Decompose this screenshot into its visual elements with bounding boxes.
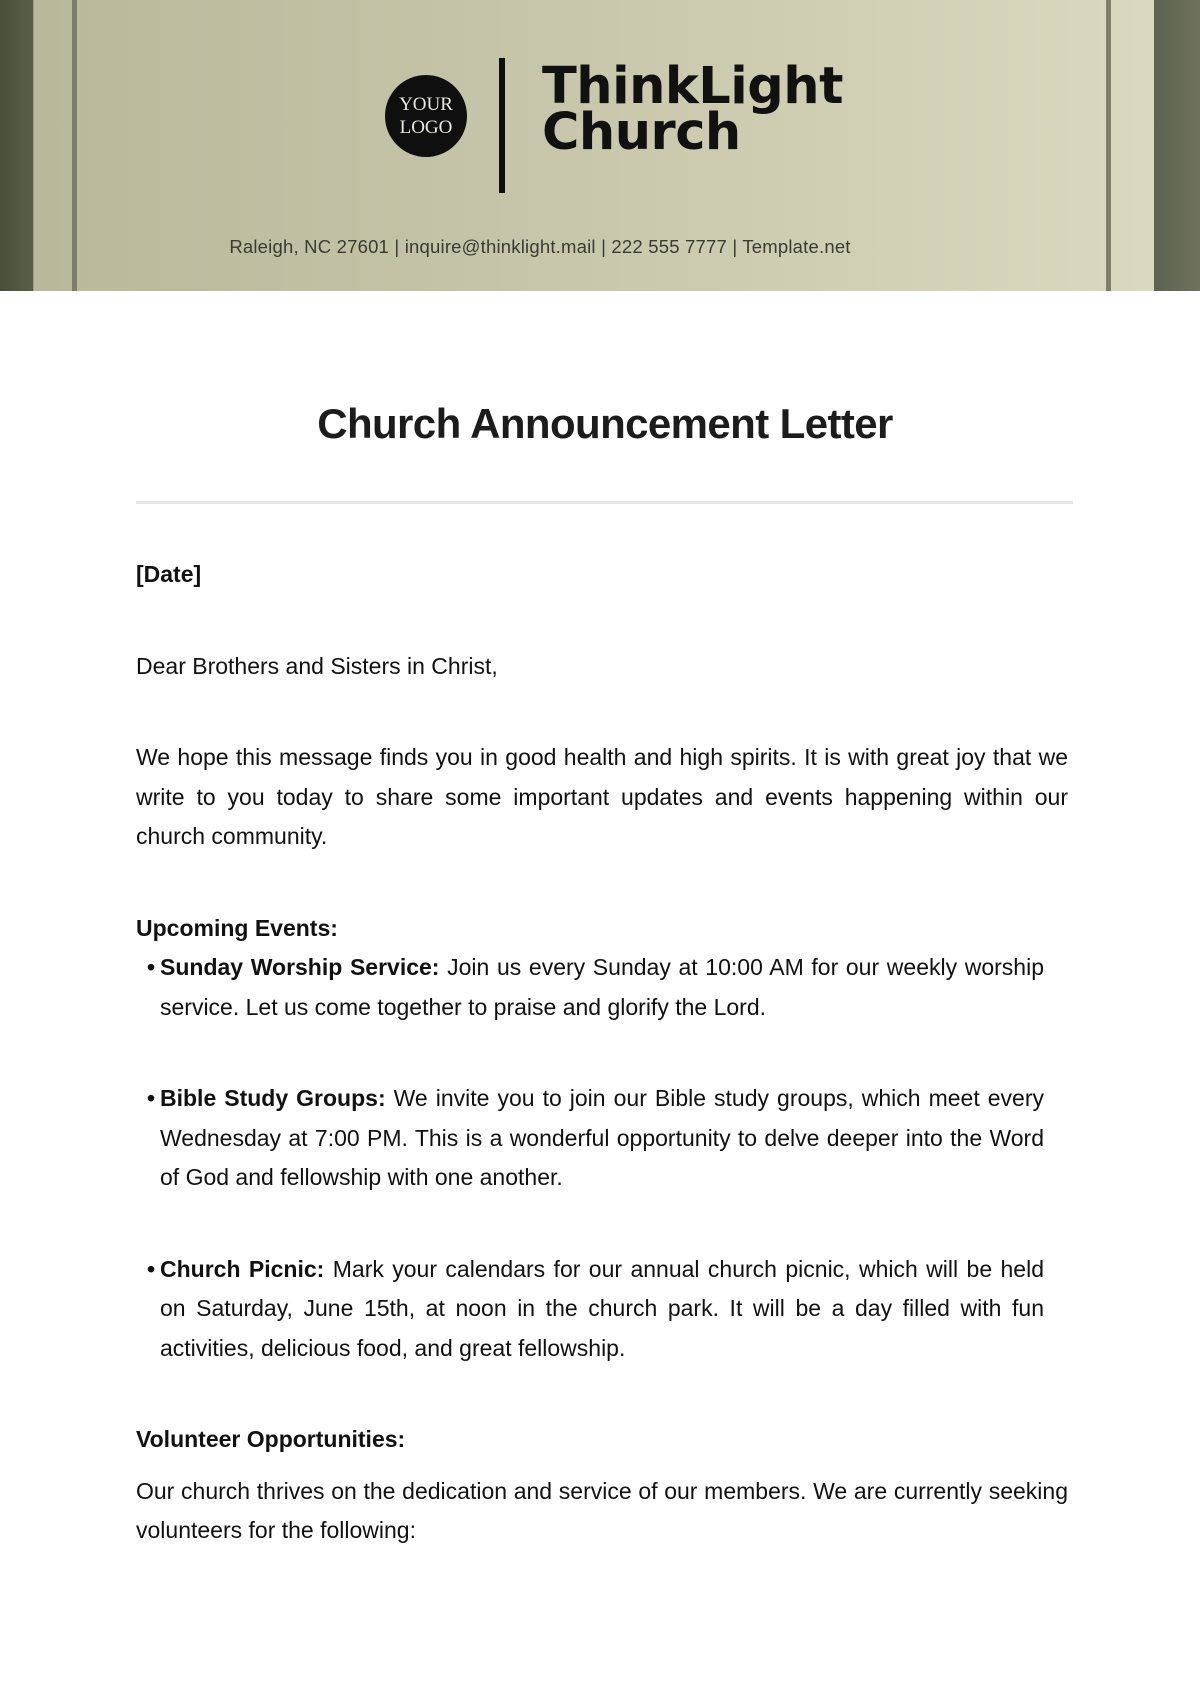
bullet-icon: • [147, 1255, 156, 1282]
church-name-line1: ThinkLight [542, 57, 843, 116]
volunteer-paragraph: Our church thrives on the dedication and service of our members. We are currently seeking volunteers for the following: [136, 1477, 1068, 1543]
church-name-line2: Church [542, 103, 741, 162]
event-description: Join us every Sunday at 10:00 AM for our weekly worship service. Let us come together to praise and glorify the Lord. [160, 954, 1044, 1020]
logo-divider [499, 58, 505, 193]
volunteer-heading: Volunteer Opportunities: [136, 1426, 406, 1452]
date-placeholder: [Date] [136, 561, 202, 587]
title-divider [136, 501, 1073, 504]
event-item [136, 1250, 1068, 1369]
church-name [542, 57, 902, 162]
intro-paragraph: We hope this message finds you in good health and high spirits. It is with great joy that we write to you today to share some important updates and events happening within our church community. [136, 744, 1068, 849]
letter-body [136, 555, 1068, 1551]
logo-text-line1: YOUR [399, 94, 453, 115]
event-item [136, 948, 1068, 1027]
event-name: Sunday Worship Service: [160, 954, 440, 980]
logo-placeholder [385, 75, 467, 157]
bullet-icon: • [147, 954, 156, 980]
event-name: Bible Study Groups: [160, 1085, 386, 1111]
events-list [136, 948, 1068, 1368]
bullet-icon: • [147, 1085, 156, 1111]
logo-text-line2: LOGO [399, 117, 453, 138]
letterhead [0, 0, 1200, 291]
upcoming-events-heading: Upcoming Events: [136, 914, 338, 941]
event-name: Church Picnic: [160, 1255, 325, 1282]
contact-info: Raleigh, NC 27601 | inquire@thinklight.mail | 222 555 7777 | Template.net [229, 236, 851, 257]
salutation: Dear Brothers and Sisters in Christ, [136, 652, 498, 679]
event-description: Mark your calendars for our annual church picnic, which will be held on Saturday, June 15th, at noon in the church park. It will be a day filled with fun activities, delicious food, and great fellowship. [160, 1255, 1045, 1361]
letterhead-right-rail [1106, 0, 1111, 291]
event-description: We invite you to join our Bible study groups, which meet every Wednesday at 7:00 PM. This is a wonderful opportunity to delve deeper into the Word of God and fellowship with one another. [160, 1085, 1045, 1190]
document-title: Church Announcement Letter [317, 400, 893, 447]
event-item [136, 1079, 1068, 1198]
